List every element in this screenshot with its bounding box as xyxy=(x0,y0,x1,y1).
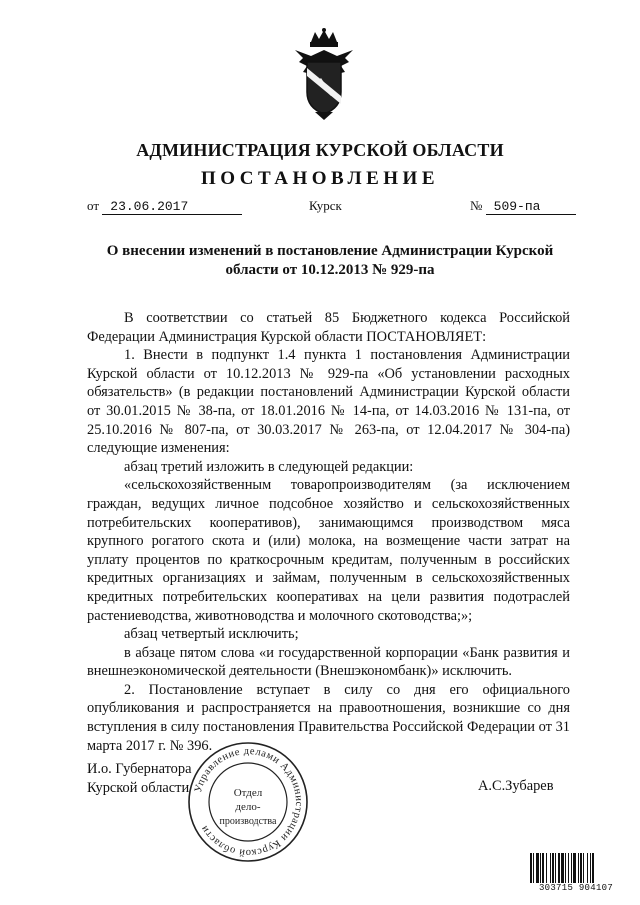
signatory-position xyxy=(87,760,191,798)
number-prefix: № xyxy=(470,198,483,213)
paragraph: в абзаце пятом слова «и государственной корпорации «Банк развития и внешнеэкономической деятельности (Внешэкономбанк)» исключить. xyxy=(87,644,570,680)
document-date xyxy=(87,198,242,215)
paragraph: 2. Постановление вступает в силу со дня его официального опубликования и распространяется на правоотношения, возникшие со дня вступления в силу постановления Правительства Российской Федерации от 31 марта 2017 г. № 396. xyxy=(87,681,570,754)
barcode-bar xyxy=(590,853,591,883)
barcode-bar xyxy=(565,853,566,883)
date-value: 23.06.2017 xyxy=(102,200,242,215)
document-type: ПОСТАНОВЛЕНИЕ xyxy=(200,168,440,189)
barcode-bar xyxy=(542,853,544,883)
barcode-bar xyxy=(573,853,576,883)
document-subject: О внесении изменений в постановление Администрации Курской области от 10.12.2013 № 929-па xyxy=(106,243,554,278)
position-line: И.о. Губернатора xyxy=(87,761,192,777)
barcode-bar xyxy=(592,853,594,883)
signatory-name: А.С.Зубарев xyxy=(478,778,554,794)
barcode-bar xyxy=(561,853,564,883)
coat-of-arms-emblem xyxy=(293,28,355,120)
barcode-bar xyxy=(568,853,569,883)
office-stamp xyxy=(186,740,310,864)
stamp-line: производства xyxy=(219,816,277,827)
barcode-bar xyxy=(533,853,534,883)
paragraph: абзац четвертый исключить; xyxy=(124,626,299,643)
document-body xyxy=(87,309,570,755)
paragraph: «сельскохозяйственным товаропроизводителям (за исключением граждан, ведущих личное подсобное хозяйство и сельскохозяйственных потребительских кооперативов), занимающимся производством мяса крупного рогатого скота и (или) молока, на возмещение части затрат на уплату процентов по краткосрочным кредитам, полученным в российских кредитных организациях и займам, полученным в сельскохозяйственных кредитных потребительских кооперативах на цели развития подотраслей растениеводства, животноводства и молочного скотоводства;»; xyxy=(87,477,570,624)
barcode-bar xyxy=(558,853,560,883)
document-number xyxy=(470,198,576,215)
barcode-bar xyxy=(571,853,572,883)
stamp-line: Отдел xyxy=(233,787,263,799)
barcode-bar xyxy=(536,853,539,883)
organization-name: АДМИНИСТРАЦИЯ КУРСКОЙ ОБЛАСТИ xyxy=(136,140,504,160)
date-prefix: от xyxy=(87,198,100,213)
position-line: Курской области xyxy=(87,780,190,796)
barcode-bar xyxy=(550,853,551,883)
stamp-line: дело- xyxy=(235,801,261,813)
barcode-bar xyxy=(546,853,547,883)
paragraph: абзац третий изложить в следующей редакции: xyxy=(124,458,414,475)
barcode-bar xyxy=(540,853,541,883)
barcode-bar xyxy=(552,853,554,883)
stamp-ring-text: Управление делами Администрации Курской области xyxy=(192,745,305,859)
paragraph: В соответствии со статьей 85 Бюджетного кодекса Российской Федерации Администрация Курской области ПОСТАНОВЛЯЕТ: xyxy=(87,310,570,345)
barcode-bar xyxy=(530,853,532,883)
barcode-bar xyxy=(580,853,582,883)
document-city: Курск xyxy=(309,198,342,213)
barcode-bar xyxy=(578,853,579,883)
barcode-bar xyxy=(587,853,588,883)
number-value: 509-па xyxy=(486,200,576,215)
barcode-number: 303715 904107 xyxy=(528,883,624,893)
barcode-bar xyxy=(583,853,584,883)
barcode-bar xyxy=(555,853,556,883)
paragraph: 1. Внести в подпункт 1.4 пункта 1 постановления Администрации Курской области от 10.12.2013 № 929-па «Об установлении расходных обязательств» (в редакции постановлений Администрации Курской области от 30.01.2015 № 38-па, от 18.01.2016 № 14-па, от 14.03.2016 № 131-па, от 25.10.2016 № 807-па, от 30.03.2017 № 263-па, от 12.04.2017 № 304-па) следующие изменения: xyxy=(87,347,570,457)
